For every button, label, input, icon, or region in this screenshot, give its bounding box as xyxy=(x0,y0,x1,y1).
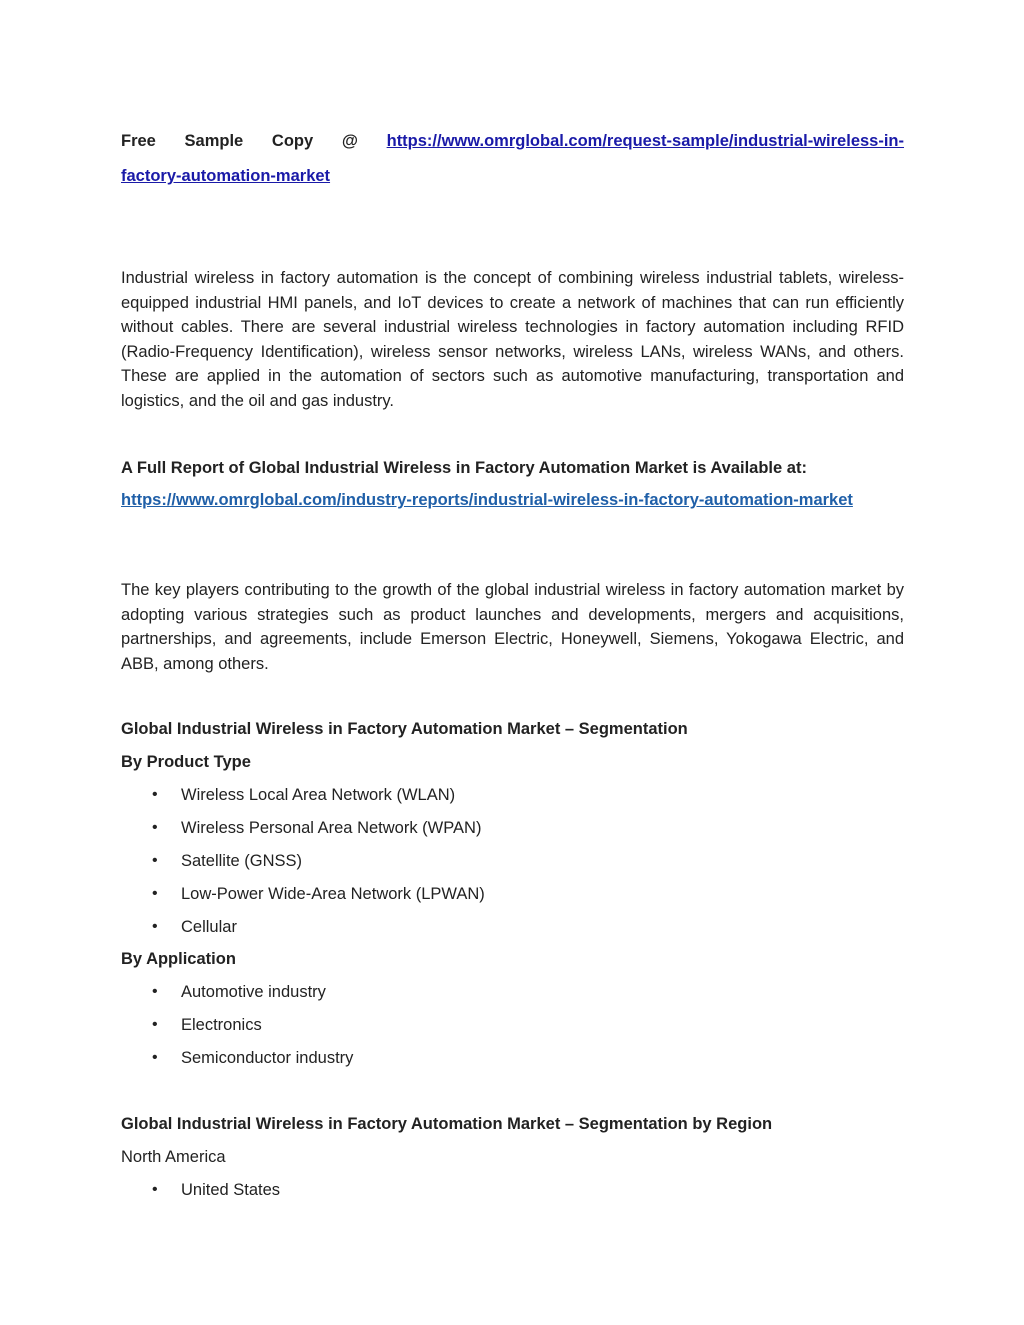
list-item-label: Semiconductor industry xyxy=(181,1049,354,1067)
north-america-heading: North America xyxy=(121,1148,226,1166)
list-item-label: Cellular xyxy=(181,918,237,936)
intro-paragraph: Industrial wireless in factory automation is the concept of combining wireless industrial tablets, wireless-equipped industrial HMI panels, and IoT devices to create a network of machines that can run efficiently without cables. There are several industrial wireless technologies in factory automation including RFID (Radio-Frequency Identification), wireless sensor networks, wireless LANs, wireless WANs, and others. These are applied in the automation of sectors such as automotive manufacturing, transportation and logistics, and the oil and gas industry. xyxy=(121,269,904,410)
list-item xyxy=(121,980,353,1013)
list-item xyxy=(121,1178,280,1211)
key-players-paragraph: The key players contributing to the growth of the global industrial wireless in factory automation market by adopting various strategies such as product launches and developments, mergers and acquisitions, partnerships, and agreements, include Emerson Electric, Honeywell, Siemens, Yokogawa Electric, and ABB, among others. xyxy=(121,581,904,673)
list-item-label: Automotive industry xyxy=(181,983,326,1001)
full-report-heading: A Full Report of Global Industrial Wireless in Factory Automation Market is Available at: xyxy=(121,459,807,477)
list-item-label: Low-Power Wide-Area Network (LPWAN) xyxy=(181,885,485,903)
bullet-icon: • xyxy=(152,819,158,836)
bullet-icon: • xyxy=(152,983,158,1000)
segmentation-heading: Global Industrial Wireless in Factory Automation Market – Segmentation xyxy=(121,720,688,738)
bullet-icon: • xyxy=(152,1049,158,1066)
list-item xyxy=(121,1013,353,1046)
bullet-icon: • xyxy=(152,1181,158,1198)
request-sample-link-continued[interactable]: factory-automation-market xyxy=(121,167,331,185)
list-item-label: Wireless Personal Area Network (WPAN) xyxy=(181,819,482,837)
list-item-label: Satellite (GNSS) xyxy=(181,852,303,870)
bullet-icon: • xyxy=(152,885,158,902)
free-sample-line-2 xyxy=(121,155,330,198)
bullet-icon: • xyxy=(152,852,158,869)
by-product-type-heading: By Product Type xyxy=(121,753,251,771)
list-item xyxy=(121,849,485,882)
list-item-label: Wireless Local Area Network (WLAN) xyxy=(181,786,456,804)
list-item xyxy=(121,882,485,915)
list-item-label: United States xyxy=(181,1181,281,1199)
list-item xyxy=(121,783,485,816)
product-type-list xyxy=(121,783,485,948)
application-list xyxy=(121,980,353,1079)
list-item-label: Electronics xyxy=(181,1016,262,1034)
bullet-icon: • xyxy=(152,1016,158,1033)
full-report-link-block xyxy=(121,488,881,513)
request-sample-link[interactable]: https://www.omrglobal.com/request-sample/industrial-wireless-in- xyxy=(386,132,904,150)
bullet-icon: • xyxy=(152,786,158,803)
list-item xyxy=(121,1046,353,1079)
by-application-heading: By Application xyxy=(121,950,236,968)
north-america-list xyxy=(121,1178,280,1211)
list-item xyxy=(121,915,485,948)
bullet-icon: • xyxy=(152,918,158,935)
free-sample-label: Free Sample Copy @ xyxy=(121,132,358,150)
list-item xyxy=(121,816,485,849)
full-report-link[interactable]: https://www.omrglobal.com/industry-reports/industrial-wireless-in-factory-automation-market xyxy=(121,491,853,509)
region-segmentation-heading: Global Industrial Wireless in Factory Automation Market – Segmentation by Region xyxy=(121,1115,773,1133)
